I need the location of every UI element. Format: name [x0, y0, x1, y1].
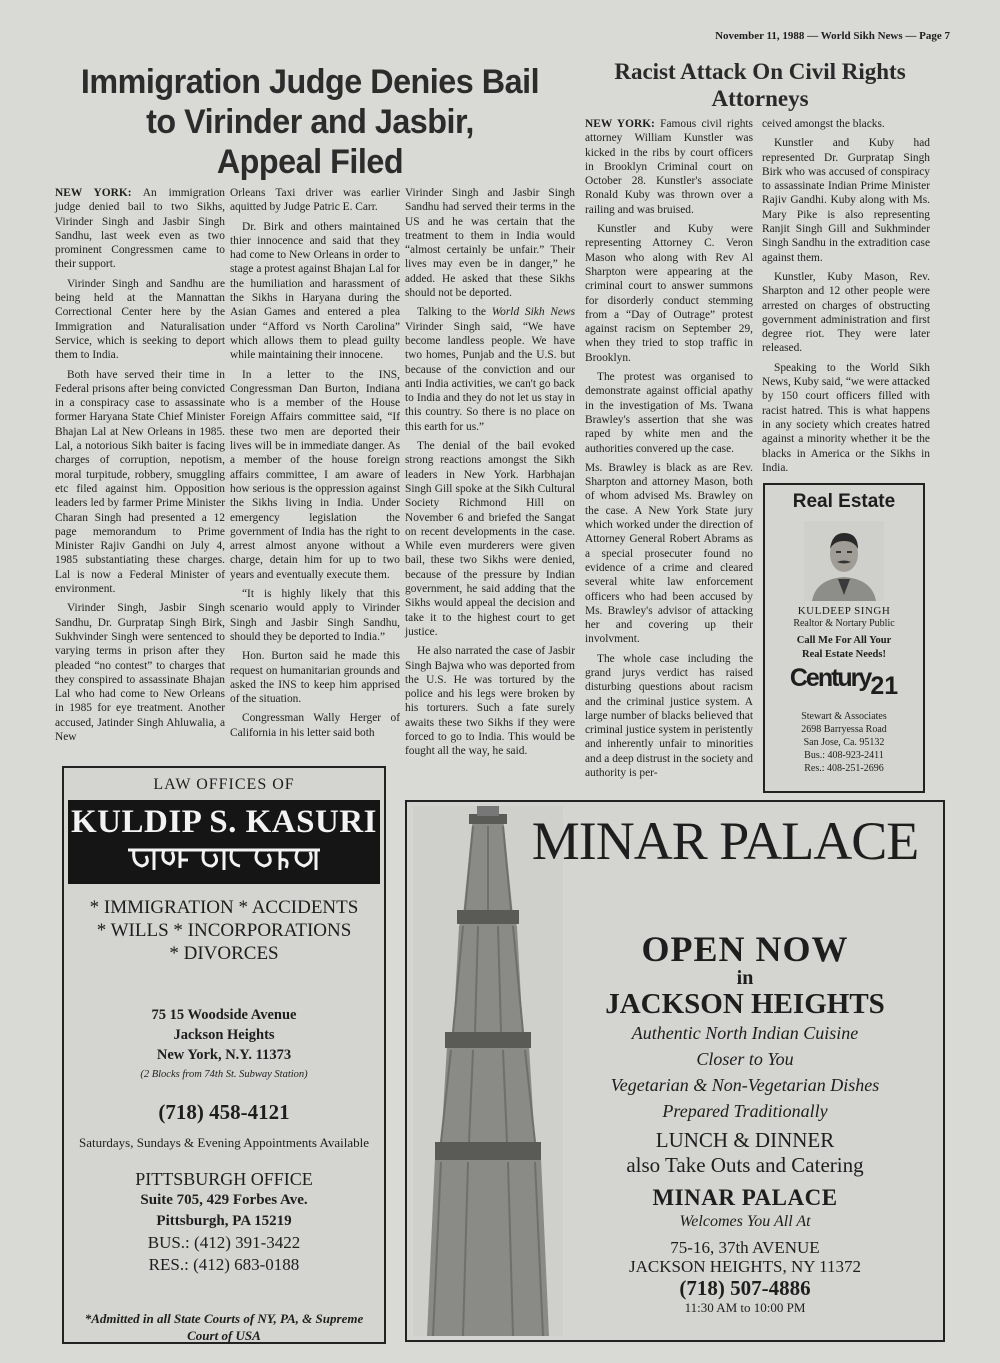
services-list	[64, 896, 384, 965]
call-line: Real Estate Needs!	[802, 649, 886, 660]
paragraph: Both have served their time in Federal prisons after being convicted in a conspiracy case to assassinate former Haryana State Chief Minister Bhajan Lal at New Orleans in 1985. Lal, a notorious Sikh baiter is facing charges of corruption, nepotism, moral turpitude, robbery, smuggling etc filed against him. Opposition leaders led by farmer Prime Minister Charan Singh had presented a 12 page memorandum to Prime Minister Rajiv Gandhi on July 4, 1985 substantiating these charges. Lal is now a Federal Minister of environment.	[55, 368, 225, 596]
paragraph: Virinder Singh, Jasbir Singh Sandhu, Dr. Gurpratap Singh Birk, Sukhvinder Singh were sentenced to varying terms in prison after they pleaded “no contest” to charges that they conspired to assassinate Bhajan Lal who had come to New Orleans in 1985 for eye treatment. Another accused, Jatinder Singh Ahluwalia, a New	[55, 602, 225, 743]
phone-line: BUS.: (412) 391-3422	[147, 1233, 301, 1252]
address-line: New York, N.Y. 11373	[156, 1047, 292, 1063]
paragraph: The denial of the bail evoked strong reactions amongst the Sikh leaders in New York. Harbhajan Singh Gill spoke at the Sikh Cultural Society Richmond Hill on November 6 and briefed the Sangat on recent developments in the case. While even murderers were given bail, these two Sikhs were denied, because of the pressure by Indian government, he said adding that the Sikhs would appeal the decision and take it to the highest court to get justice.	[405, 440, 575, 638]
office-line: Bus.: 408-923-2411	[804, 750, 884, 761]
dateline: NEW YORK:	[55, 187, 132, 199]
article-headline-racist-attack	[585, 58, 935, 112]
meals-line: also Take Outs and Catering	[626, 1153, 864, 1177]
qutub-minar-tower-image	[413, 806, 563, 1336]
office-details	[765, 710, 923, 775]
service-line: * DIVORCES	[169, 943, 279, 964]
century21-logo	[765, 666, 923, 698]
address-line: Pittsburgh, PA 15219	[156, 1213, 292, 1229]
article1-column-1	[55, 186, 225, 749]
paragraph: Hon. Burton said he made this request on humanitarian grounds and asked the INS to keep him apprised of the situation.	[230, 650, 400, 706]
pittsburgh-heading: PITTSBURGH OFFICE	[135, 1169, 313, 1189]
logo-number: 21	[870, 672, 899, 700]
restaurant-phone: (718) 507-4886	[679, 1276, 811, 1300]
address-line: 75 15 Woodside Avenue	[151, 1007, 297, 1023]
paragraph: Kunstler and Kuby had represented Dr. Gurpratap Singh Birk who was accused of conspiracy to assassinate Indian Prime Minister Rajiv Gandhi. Kuby along with Ms. Mary Pike is also representing Ranjit Singh Gill and Sukhminder Singh Sandhu in the extradition case against them.	[762, 137, 930, 264]
paragraph	[405, 305, 575, 434]
portrait-photo	[804, 521, 884, 601]
page-folio: November 11, 1988 — World Sikh News — Page 7	[715, 30, 950, 42]
address-line: JACKSON HEIGHTS, NY 11372	[628, 1257, 862, 1276]
lawyer-name: KULDIP S. KASURI	[71, 804, 377, 840]
paragraph: Virinder Singh and Jasbir Singh Sandhu had served their terms in the US and he was certain that the treatment to them in India would “almost certainly be unfair.” Their lives may even be in danger,” he added. He asked that these Sikhs should not be deported.	[405, 187, 575, 300]
article2-column-2	[762, 117, 930, 480]
paragraph: Kunstler, Kuby Mason, Rev. Sharpton and 12 other people were arrested on charges of obstructing government administration and first degree riot. They were later released.	[762, 270, 930, 355]
office-line: 2698 Barryessa Road	[801, 724, 887, 735]
paragraph	[585, 117, 753, 217]
ad-heading: LAW OFFICES OF	[153, 776, 295, 793]
service-line: * IMMIGRATION * ACCIDENTS	[89, 897, 359, 918]
headline-line: Attorneys	[711, 86, 809, 111]
footnote	[64, 1310, 384, 1344]
location-banner: JACKSON HEIGHTS	[605, 988, 885, 1020]
paragraph-text: An immigration judge denied bail to two Sikhs, Virinder Singh and Jasbir Singh Sandhu, last week even as two prominent Congressmen came to their support.	[55, 187, 225, 271]
law-office-ad	[62, 766, 386, 1344]
tagline: Closer to You	[696, 1049, 794, 1069]
office-phone: (718) 458-4121	[158, 1100, 290, 1124]
paragraph: Kunstler and Kuby were representing Attorney C. Veron Mason who along with Rev Al Sharpton were appearing at the criminal court to answer summons for disorderly conduct stemming from a “Day of Outrage” protest against racism on September 29, when they tried to stop traffic in Brooklyn.	[585, 223, 753, 364]
real-estate-ad	[763, 483, 925, 793]
headline-line: Immigration Judge Denies Bail	[80, 63, 540, 101]
paragraph: Ms. Brawley is black as are Rev. Sharpton and attorney Mason, both of whom advised Ms. Brawley on the case. A New York State jury which worked under the direction of Attorney General Robert Abrams as a special prosecuter found no evidence of a crime and cleared several white law enforcement officers who had been accused by Ms. Brawley's advisor of attacking her and covering up their involvment.	[585, 461, 753, 646]
paragraph: The whole case including the grand jurys verdict has raised disturbing questions about racism and the criminal justice system. A large number of blacks believed that criminal justice system in peristently and inherently unfair to minorities and a deep distrust in the society and authority is per-	[585, 652, 753, 780]
pittsburgh-address	[64, 1190, 384, 1232]
footnote-line: Court of USA	[187, 1328, 261, 1343]
pittsburgh-phones	[64, 1232, 384, 1276]
call-to-action	[765, 634, 923, 662]
headline-line: to Virinder and Jasbir,	[146, 103, 474, 141]
tagline: Authentic North Indian Cuisine	[631, 1023, 859, 1043]
office-line: Stewart & Associates	[801, 711, 887, 722]
address-line: Jackson Heights	[173, 1027, 275, 1043]
availability: Saturdays, Sundays & Evening Appointments Available	[78, 1135, 370, 1150]
paragraph-text: Virinder Singh said, “We have become landless people. We have two homes, Punjab and the U.S. but because of the conviction and our anti India activities, we can't go back to India and they do not let us stay in this country. So there is no place on this earth for us.”	[405, 320, 575, 433]
headline-line: Racist Attack On Civil Rights	[614, 59, 906, 84]
directions: (2 Blocks from 74th St. Subway Station)	[140, 1069, 308, 1080]
article1-column-2	[230, 186, 400, 745]
paragraph-text: Talking to the	[417, 306, 492, 319]
logo-text: Century	[789, 664, 871, 692]
agent-role: Realtor & Nortary Public	[793, 618, 895, 629]
paragraph: He also narrated the case of Jasbir Singh Bajwa who was deported from the U.S. He was tortured by the police and his legs were broken by his torturers. Such a fate surely awaits these two Sikhs if they were forced to go to India. This would be fought all the way, he said.	[405, 645, 575, 758]
paragraph: In a letter to the INS, Congressman Dan Burton, Indiana who is a member of the House Foreign Affairs committee said, “If these two men are deported their lives will be in immediate danger. As a member of the house foreign affairs committee, I am aware of how serious is the oppression against the Sikhs living in India. Under emergency legislation the government of India has the right to arrest almost anyone without a charge, detain him for up to two years and eventually execute them.	[230, 368, 400, 581]
paragraph: Speaking to the World Sikh News, Kuby said, “we were attacked by 150 court officers filled with racist hatred. This is what happens in any society which creates hatred against a minority whether it be the blacks in America or the Sikhs in India.	[762, 361, 930, 474]
article1-column-3	[405, 186, 575, 764]
paragraph: Orleans Taxi driver was earlier aquitted by Judge Patric E. Carr.	[230, 187, 400, 214]
call-line: Call Me For All Your	[796, 635, 892, 646]
article2-column-1	[585, 117, 753, 785]
paragraph: The protest was organised to demonstrate against official apathy in the investigation of Ms. Twana Brawley's assertion that she was raped by white men and the authorities convered up the case.	[585, 371, 753, 455]
dateline: NEW YORK:	[585, 118, 655, 130]
phone-line: RES.: (412) 683-0188	[148, 1255, 300, 1274]
address-line: Suite 705, 429 Forbes Ave.	[140, 1192, 308, 1208]
paragraph: ceived amongst the blacks.	[762, 118, 885, 130]
paragraph-text: Famous civil rights attorney William Kunstler was kicked in the ribs by court officers in Brooklyn Criminal court on October 28. Kunstler's associate Ronald Kuby was thrown over a railing and was bruised.	[585, 118, 753, 216]
office-line: San Jose, Ca. 95132	[803, 737, 885, 748]
tagline: Prepared Traditionally	[662, 1101, 828, 1121]
in-text: in	[736, 967, 754, 989]
welcome-line: Welcomes You All At	[679, 1213, 811, 1230]
agent-name: KULDEEP SINGH	[797, 605, 891, 617]
article-headline-immigration	[68, 62, 553, 182]
footnote-line: *Admitted in all State Courts of NY, PA, & Supreme	[84, 1311, 364, 1326]
tagline: Vegetarian & Non-Vegetarian Dishes	[610, 1075, 880, 1095]
restaurant-title: MINAR PALACE	[531, 811, 919, 871]
paragraph: Virinder Singh and Sandhu are being held at the Mannattan Correctional Center here by the Immigration and Naturalisation Service, which is seeking to deport them to India.	[55, 277, 225, 362]
open-now-banner: OPEN NOW	[641, 929, 849, 969]
restaurant-name: MINAR PALACE	[652, 1185, 838, 1210]
publication-name: World Sikh News	[491, 306, 576, 319]
address-line: 75-16, 37th AVENUE	[670, 1238, 820, 1257]
office-address	[64, 1005, 384, 1065]
office-line: Res.: 408-251-2696	[804, 763, 884, 774]
name-banner	[68, 800, 380, 884]
paragraph	[55, 186, 225, 272]
service-line: * WILLS * INCORPORATIONS	[96, 920, 352, 941]
gurmukhi-name-lettering	[124, 842, 324, 876]
minar-palace-ad	[405, 800, 945, 1342]
meals-line: LUNCH & DINNER	[655, 1128, 835, 1152]
paragraph: Dr. Birk and others maintained thier innocence and said that they had come to New Orleans in order to stage a protest against Bhajan Lal for the humiliation and harassment of the Sikhs in Haryana during the Asian Games and entered a plea under “Afford vs North Carolina” which allows them to plead guilty while maintaining their innocene.	[230, 220, 400, 362]
paragraph: “It is highly likely that this scenario would apply to Virinder Singh and Jasbir Singh Sandhu, should they be deported to India.”	[230, 588, 400, 643]
ad-body	[557, 930, 933, 1316]
headline-line: Appeal Filed	[216, 143, 404, 181]
opening-hours: 11:30 AM to 10:00 PM	[684, 1300, 806, 1315]
ad-title: Real Estate	[792, 491, 896, 512]
paragraph: Congressman Wally Herger of California in his letter said both	[230, 712, 400, 739]
